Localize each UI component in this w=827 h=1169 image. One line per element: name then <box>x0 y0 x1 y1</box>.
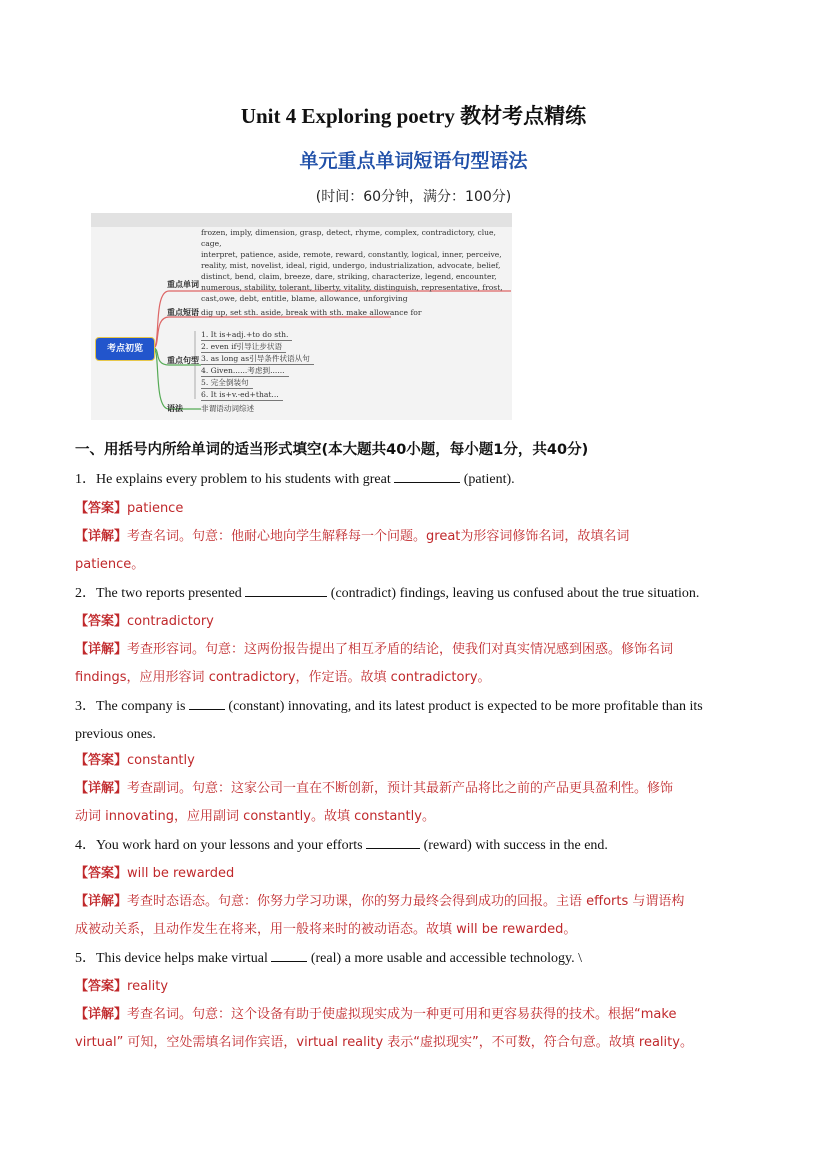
question-3: 3．The company is (constant) innovating, and its latest product is expected to be more profitable than its previous ones. <box>75 693 755 749</box>
mindmap-branch-phrases: 重点短语 <box>167 308 199 317</box>
answer-5: 【答案】reality <box>75 979 169 994</box>
document-subtitle: 单元重点单词短语句型语法 <box>299 150 528 172</box>
question-4: 4．You work hard on your lessons and your efforts (reward) with success in the end. <box>75 832 755 860</box>
answer-blank <box>394 468 460 483</box>
mindmap-branch-grammar: 语法 <box>167 404 183 413</box>
explanation-1: 【详解】考查名词。句意：他耐心地向学生解释每一个问题。great为形容词修饰名词，故填名词 patience。 <box>75 529 630 572</box>
answer-4: 【答案】will be rewarded <box>75 866 235 881</box>
document-title: Unit 4 Exploring poetry 教材考点精练 <box>240 104 587 128</box>
answer-3: 【答案】constantly <box>75 753 195 768</box>
answer-blank <box>366 834 420 849</box>
answer-1: 【答案】patience <box>75 501 184 516</box>
mindmap-center: 考点初览 <box>95 337 155 361</box>
question-5: 5．This device helps make virtual (real) a more usable and accessible technology. \ <box>75 945 755 973</box>
explanation-4: 【详解】考查时态语态。句意：你努力学习功课，你的努力最终会得到成功的回报。主语 efforts 与谓语构 成被动关系，且动作发生在将来，用一般将来时的被动语态。故填 will be rewarded。 <box>75 894 685 937</box>
mindmap-branch-words: 重点单词 <box>167 280 199 289</box>
mindmap-sentence-4: 4. Given......考虑到...... <box>201 365 289 377</box>
mindmap-sentence-2: 2. even if引导让步状语 <box>201 341 286 353</box>
answer-blank <box>271 947 307 962</box>
section-heading: 一、用括号内所给单词的适当形式填空(本大题共40小题，每小题1分，共40分) <box>75 442 589 458</box>
mindmap-sentence-1: 1. It is+adj.+to do sth. <box>201 329 292 341</box>
mindmap-sentence-3: 3. as long as引导条件状语从句 <box>201 353 314 365</box>
explanation-2: 【详解】考查形容词。句意：这两份报告提出了相互矛盾的结论，使我们对真实情况感到困惑。修饰名词 findings，应用形容词 contradictory，作定语。故填 contradictory。 <box>75 642 674 685</box>
mindmap-grammar-text: 非谓语动词综述 <box>201 404 255 413</box>
explanation-3: 【详解】考查副词。句意：这家公司一直在不断创新，预计其最新产品将比之前的产品更具盈利性。修饰 动词 innovating，应用副词 constantly。故填 constantly。 <box>75 781 674 824</box>
mindmap-sentence-6: 6. It is+v.-ed+that... <box>201 389 283 401</box>
mindmap-figure <box>91 213 512 420</box>
question-1: 1．He explains every problem to his students with great (patient). <box>75 466 755 494</box>
question-2: 2．The two reports presented (contradict) findings, leaving us confused about the true situation. <box>75 580 755 608</box>
mindmap-sentence-5: 5. 完全倒装句 <box>201 377 253 389</box>
answer-blank <box>245 582 327 597</box>
mindmap-branch-sentences: 重点句型 <box>167 356 199 365</box>
answer-blank <box>189 695 225 710</box>
explanation-5: 【详解】考查名词。句意：这个设备有助于使虚拟现实成为一种更可用和更容易获得的技术。根据“make virtual” 可知，空处需填名词作宾语，virtual reality 表示“虚拟现实”，不可数，符合句意。故填 reality。 <box>75 1007 693 1050</box>
time-limit: (时间：60分钟，满分：100分) <box>315 189 512 205</box>
answer-2: 【答案】contradictory <box>75 614 214 629</box>
mindmap-words-text: frozen, imply, dimension, grasp, detect, rhyme, complex, contradictory, clue, cage, interpret, patience, aside, remote, reward, constantly, logical, inner, perceive, reality, mist, novelist, ideal, rigid, undergo, industrialization, advocate, belief, distinct, bend, claim, breeze, dare, striking, characterize, legend, encounter, numerous, stability, tolerant, liberty, vitality, distinguish, representative, frost, cast,owe, debt, entitle, blame, allowance, unforgiving <box>201 228 503 303</box>
mindmap-phrases-text: dig up, set sth. aside, break with sth. make allowance for <box>201 308 422 317</box>
